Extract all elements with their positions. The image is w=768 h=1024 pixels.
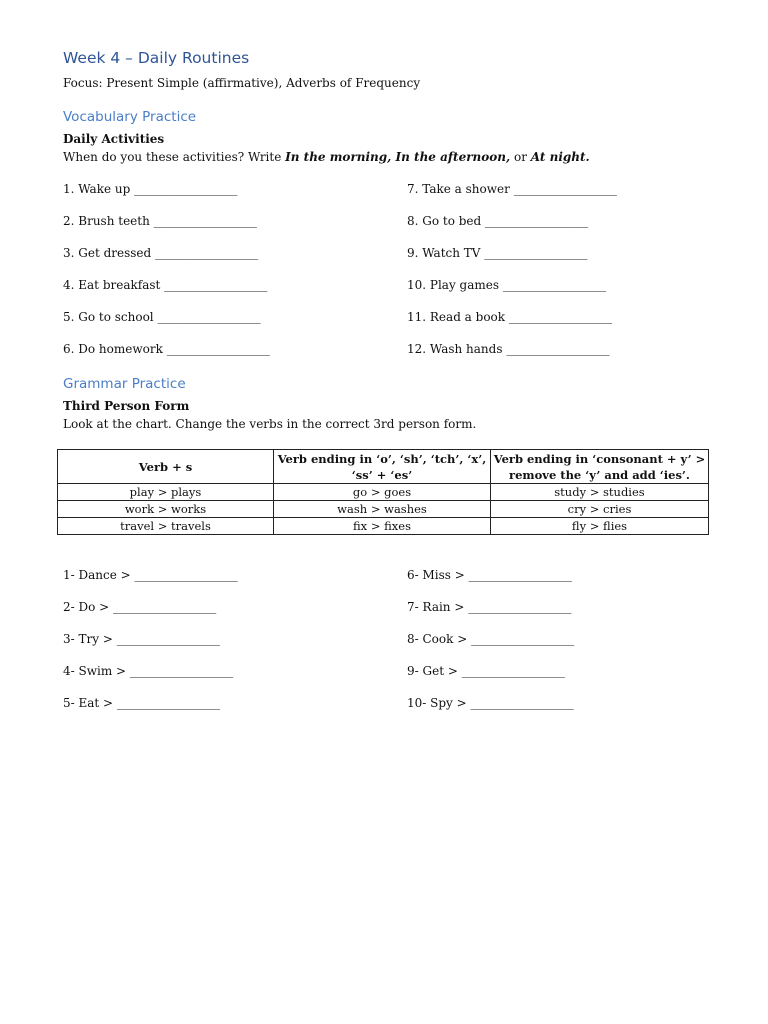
vocabulary-item (63, 182, 237, 196)
vocabulary-item-label: 1. Wake up (63, 182, 131, 196)
grammar-item (63, 568, 237, 582)
chart-cell: wash > washes (274, 501, 491, 518)
grammar-item (407, 632, 574, 646)
vocabulary-subheading: Daily Activities (63, 132, 165, 146)
grammar-item (407, 568, 571, 582)
answer-blank[interactable]: ___________________ (166, 342, 270, 356)
answer-blank[interactable]: ___________________ (461, 664, 565, 678)
chart-row (58, 484, 709, 501)
answer-blank[interactable]: ___________________ (508, 310, 612, 324)
vocabulary-item-label: 5. Go to school (63, 310, 154, 324)
instruction-option-2: At night. (530, 150, 590, 164)
vocabulary-item (63, 246, 258, 260)
instruction-connector: or (510, 150, 531, 164)
answer-blank[interactable]: ___________________ (116, 696, 220, 710)
instruction-text: When do you these activities? Write (63, 150, 286, 164)
answer-blank[interactable]: ___________________ (484, 246, 587, 260)
vocabulary-item-label: 2. Brush teeth (63, 214, 150, 228)
vocabulary-item (407, 310, 612, 324)
answer-blank[interactable]: ___________________ (134, 182, 237, 196)
vocabulary-item (407, 182, 616, 196)
chart-cell: play > plays (58, 484, 274, 501)
chart-header-cell: Verb + s (58, 450, 274, 484)
chart-header-row (58, 450, 709, 484)
answer-blank[interactable]: ___________________ (471, 632, 574, 646)
answer-blank[interactable]: ___________________ (113, 600, 216, 614)
grammar-item-label: 1- Dance > (63, 568, 131, 582)
chart-cell: work > works (58, 501, 274, 518)
chart-cell: travel > travels (58, 518, 274, 535)
chart-row (58, 518, 709, 535)
grammar-item-label: 5- Eat > (63, 696, 114, 710)
grammar-item (407, 696, 573, 710)
chart-header-cell: Verb ending in ‘consonant + y’ > remove the ‘y’ and add ‘ies’. (491, 450, 709, 484)
grammar-item-label: 8- Cook > (407, 632, 468, 646)
grammar-item-label: 4- Swim > (63, 664, 127, 678)
answer-blank[interactable]: ___________________ (129, 664, 233, 678)
chart-cell: study > studies (491, 484, 709, 501)
answer-blank[interactable]: ___________________ (153, 214, 257, 228)
vocabulary-item (63, 342, 269, 356)
chart-row (58, 501, 709, 518)
answer-blank[interactable]: ___________________ (468, 568, 572, 582)
page-title: Week 4 – Daily Routines (63, 49, 250, 67)
vocabulary-item-label: 10. Play games (407, 278, 500, 292)
vocabulary-item (407, 278, 605, 292)
grammar-heading: Grammar Practice (63, 376, 186, 392)
answer-blank[interactable]: ___________________ (485, 214, 588, 228)
vocabulary-item (63, 278, 267, 292)
focus-line: Focus: Present Simple (affirmative), Adverbs of Frequency (63, 76, 421, 90)
vocabulary-item (407, 342, 609, 356)
chart-cell: go > goes (274, 484, 491, 501)
grammar-item (63, 600, 216, 614)
vocabulary-item (407, 246, 587, 260)
grammar-subheading: Third Person Form (63, 399, 190, 413)
grammar-item-label: 6- Miss > (407, 568, 465, 582)
vocabulary-instruction (63, 150, 590, 164)
vocabulary-heading: Vocabulary Practice (63, 109, 197, 125)
grammar-item-label: 10- Spy > (407, 696, 467, 710)
vocabulary-item (63, 214, 256, 228)
chart-cell: fix > fixes (274, 518, 491, 535)
chart-cell: fly > flies (491, 518, 709, 535)
vocabulary-item-label: 4. Eat breakfast (63, 278, 161, 292)
grammar-item (407, 600, 571, 614)
grammar-item (63, 632, 219, 646)
chart-cell: cry > cries (491, 501, 709, 518)
grammar-item (63, 664, 233, 678)
vocabulary-item-label: 7. Take a shower (407, 182, 510, 196)
grammar-item (407, 664, 564, 678)
vocabulary-item (63, 310, 260, 324)
vocabulary-item-label: 9. Watch TV (407, 246, 481, 260)
answer-blank[interactable]: ___________________ (468, 600, 571, 614)
vocabulary-item-label: 8. Go to bed (407, 214, 482, 228)
vocabulary-item-label: 3. Get dressed (63, 246, 152, 260)
answer-blank[interactable]: ___________________ (164, 278, 267, 292)
answer-blank[interactable]: ___________________ (116, 632, 220, 646)
grammar-item-label: 2- Do > (63, 600, 110, 614)
vocabulary-item (407, 214, 588, 228)
answer-blank[interactable]: ___________________ (506, 342, 609, 356)
grammar-item-label: 9- Get > (407, 664, 458, 678)
grammar-item (63, 696, 220, 710)
grammar-item-label: 3- Try > (63, 632, 113, 646)
answer-blank[interactable]: ___________________ (134, 568, 238, 582)
instruction-option-1: In the morning, In the afternoon, (285, 150, 511, 164)
chart-header-cell: Verb ending in ‘o’, ‘sh’, ‘tch’, ‘x’, ‘ss’ + ‘es’ (274, 450, 491, 484)
vocabulary-item-label: 11. Read a book (407, 310, 506, 324)
answer-blank[interactable]: ___________________ (470, 696, 574, 710)
answer-blank[interactable]: ___________________ (502, 278, 606, 292)
verb-form-chart (57, 449, 709, 535)
answer-blank[interactable]: ___________________ (155, 246, 258, 260)
answer-blank[interactable]: ___________________ (157, 310, 261, 324)
grammar-instruction: Look at the chart. Change the verbs in the correct 3rd person form. (63, 417, 477, 431)
vocabulary-item-label: 12. Wash hands (407, 342, 503, 356)
grammar-item-label: 7- Rain > (407, 600, 465, 614)
answer-blank[interactable]: ___________________ (513, 182, 617, 196)
vocabulary-item-label: 6. Do homework (63, 342, 163, 356)
